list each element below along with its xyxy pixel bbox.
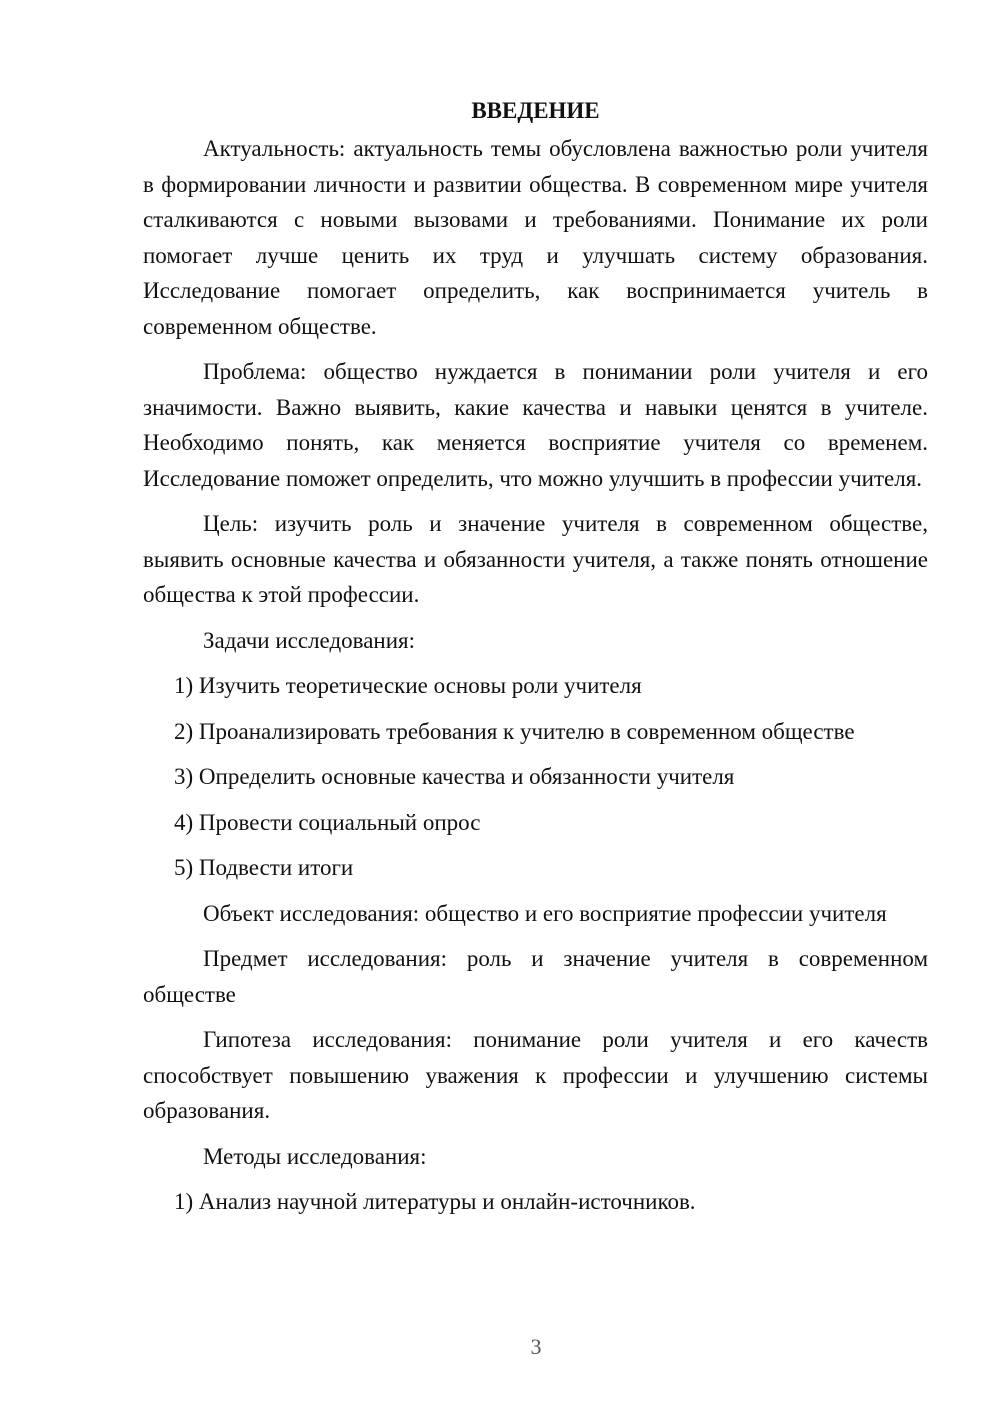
list-item: 4) Провести социальный опрос: [174, 809, 481, 835]
page-title: ВВЕДЕНИЕ: [471, 98, 600, 123]
relevance-paragraph: Актуальность: актуальность темы обусловлена важностью роли учителя в формировании личности и развитии общества. В современном мире учителя сталкиваются с новыми вызовами и требованиями. Понимание их роли помогает лучше ценить их труд и улучшать систему образования. Исследование помогает определить, как воспринимается учитель в современном обществе.: [143, 136, 928, 339]
subject-paragraph: Предмет исследования: роль и значение учителя в современном обществе: [143, 946, 928, 1007]
hypothesis-paragraph: Гипотеза исследования: понимание роли учителя и его качеств способствует повышению уважения к профессии и улучшению системы образования.: [143, 1027, 928, 1123]
list-item: 1) Анализ научной литературы и онлайн-источников.: [174, 1189, 696, 1214]
list-item: 3) Определить основные качества и обязанности учителя: [174, 764, 735, 789]
list-item: 1) Изучить теоретические основы роли учителя: [174, 673, 642, 698]
methods-heading: Методы исследования:: [203, 1143, 427, 1169]
list-item: 5) Подвести итоги: [174, 855, 354, 880]
goal-paragraph: Цель: изучить роль и значение учителя в современном обществе, выявить основные качества и обязанности учителя, а также понять отношение общества к этой профессии.: [143, 511, 928, 607]
tasks-list: [143, 668, 928, 886]
methods-list: [143, 1184, 928, 1220]
tasks-heading: Задачи исследования:: [203, 627, 416, 653]
page-number: 3: [530, 1334, 542, 1359]
object-paragraph: Объект исследования: общество и его восприятие профессии учителя: [203, 900, 887, 926]
page-content: [143, 93, 928, 1230]
problem-paragraph: Проблема: общество нуждается в понимании роли учителя и его значимости. Важно выявить, какие качества и навыки ценятся в учителе. Необходимо понять, как меняется восприятие учителя со временем. Исследование поможет определить, что можно улучшить в профессии учителя.: [143, 359, 928, 491]
list-item: 2) Проанализировать требования к учителю в современном обществе: [174, 718, 855, 744]
